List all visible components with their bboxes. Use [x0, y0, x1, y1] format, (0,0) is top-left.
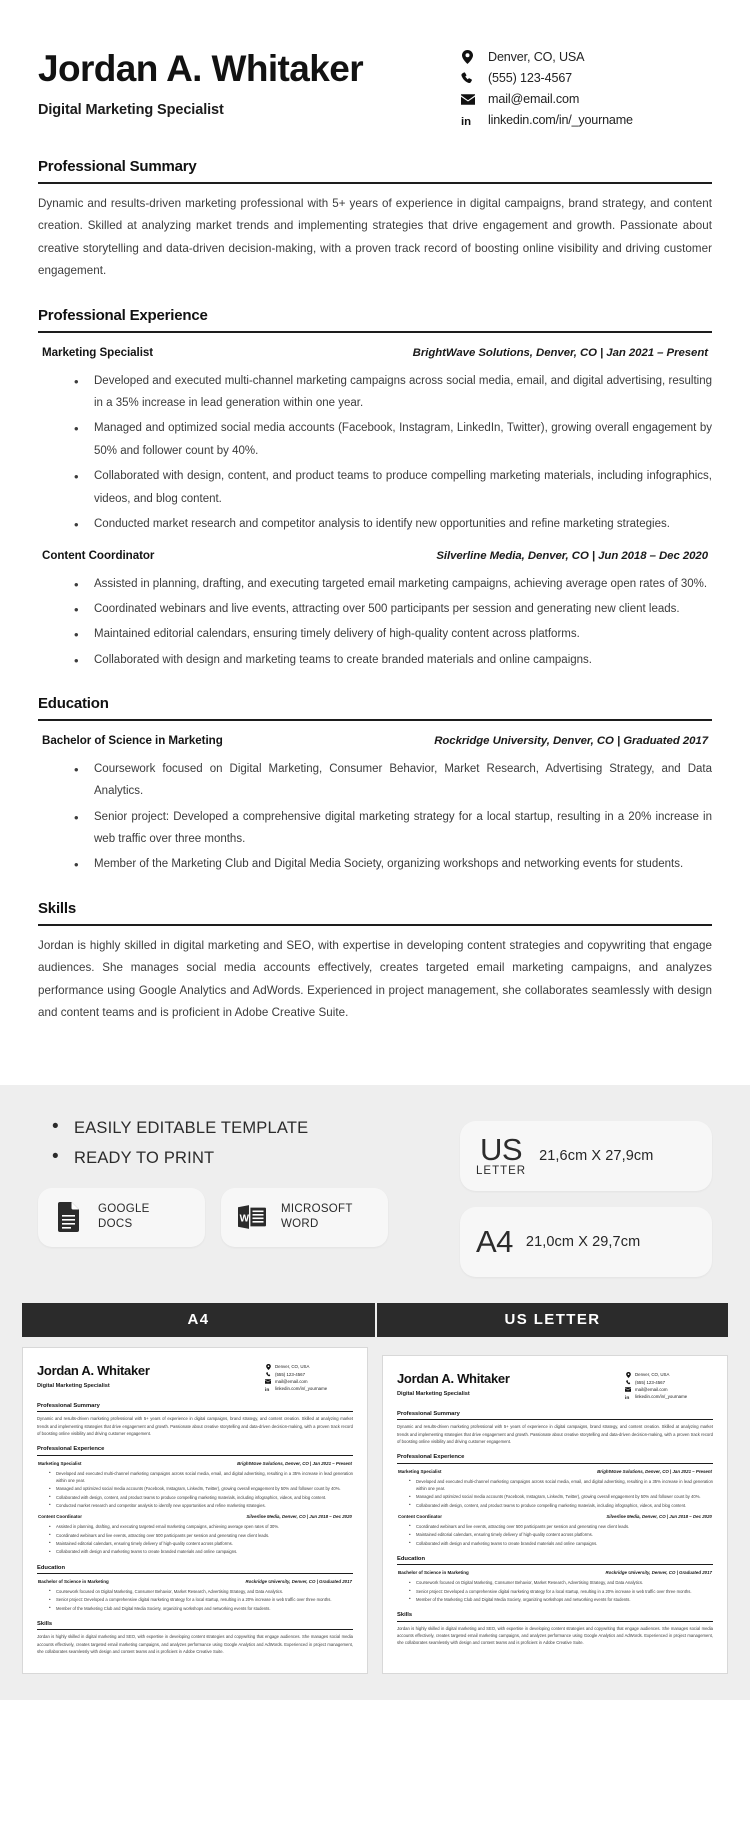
contact-location: Denver, CO, USA — [488, 50, 585, 64]
phone-icon — [460, 72, 475, 85]
mini-experience-entry — [397, 1514, 713, 1547]
mini-contact-location: Denver, CO, USA — [635, 1372, 670, 1378]
section-divider — [38, 719, 712, 721]
section-skills — [38, 900, 712, 1025]
linkedin-icon — [460, 114, 475, 127]
mini-contact-row-location — [265, 1364, 353, 1370]
mini-job-title: Content Coordinator — [398, 1513, 442, 1519]
mini-skills-paragraph: Jordan is highly skilled in digital marketing and SEO, with expertise in developing content strategies and copywriting that engage audiences. She manages social media accounts effectively, creates targeted email marketing campaigns, and analyzes performance using Google Analytics and AdWords. Experienced in project management, she collaborates seamlessly with design and content teams and is proficient in Adobe Creative Suite. — [37, 1634, 353, 1654]
feature-list — [52, 1119, 442, 1168]
mini-section-title: Professional Experience — [37, 1446, 105, 1453]
degree-title: Bachelor of Science in Marketing — [42, 733, 223, 747]
contact-list — [460, 44, 712, 134]
contact-email: mail@email.com — [488, 92, 580, 106]
mini-section-skills — [397, 1612, 713, 1646]
experience-heading-row — [38, 346, 712, 359]
mini-education-heading-row — [397, 1570, 713, 1575]
mini-contact-row-email — [265, 1379, 353, 1384]
mini-contact-row-phone — [265, 1372, 353, 1377]
school-dates: Rockridge University, Denver, CO | Graduated 2017 — [434, 734, 708, 747]
list-item: • Maintained editorial calendars, ensuring timely delivery of high-quality content across platforms. — [409, 1531, 713, 1538]
mini-job-title: Marketing Specialist — [398, 1468, 442, 1474]
list-item: • Managed and optimized social media accounts (Facebook, Instagram, LinkedIn, Twitter), growing overall engagement by 50% and follower count by 40%. — [74, 417, 712, 462]
app-card-microsoft-word[interactable] — [221, 1188, 388, 1247]
mini-candidate-name: Jordan A. Whitaker — [397, 1370, 510, 1386]
size-key-small: LETTER — [476, 1165, 527, 1178]
app-label-line2: DOCS — [98, 1218, 133, 1231]
list-item: • EASILY EDITABLE TEMPLATE — [52, 1119, 442, 1138]
mini-summary-paragraph: Dynamic and results-driven marketing professional with 5+ years of experience in digital campaigns, brand strategy, and content creation. Skilled at analyzing market trends and implementing strategies that drive engagement and growth. Passionate about creative storytelling and data-driven decision-making, with a proven track record of boosting online visibility and driving customer engagement. — [37, 1416, 353, 1436]
list-item: • Member of the Marketing Club and Digital Media Society, organizing workshops and networking events for students. — [74, 853, 712, 875]
linkedin-icon — [625, 1394, 631, 1400]
mini-section-education — [37, 1565, 353, 1612]
size-key-big: US — [480, 1131, 523, 1167]
location-pin-icon — [460, 50, 475, 64]
contact-row-linkedin — [460, 113, 712, 127]
size-key-big: A4 — [476, 1224, 513, 1260]
contact-row-email — [460, 92, 712, 106]
mini-section-divider — [37, 1629, 353, 1630]
section-professional-experience — [38, 307, 712, 671]
list-item: • Collaborated with design, content, and product teams to produce compelling marketing materials, including infographics, videos, and blog content. — [49, 1494, 353, 1501]
phone-icon — [625, 1380, 631, 1385]
location-pin-icon — [265, 1364, 271, 1370]
mini-education-entry — [37, 1579, 353, 1612]
mini-job-title: Marketing Specialist — [38, 1460, 82, 1466]
education-entry — [38, 734, 712, 876]
list-item: • Coursework focused on Digital Marketing, Consumer Behavior, Market Research, Advertising Strategy, and Data Analytics. — [74, 758, 712, 803]
mini-identity — [397, 1372, 510, 1397]
list-item: • Developed and executed multi-channel marketing campaigns across social media, email, and digital advertising, resulting in a 35% increase in lead generation within one year. — [49, 1470, 353, 1485]
mini-job-bullets — [37, 1470, 353, 1510]
mini-section-title: Professional Summary — [397, 1410, 460, 1417]
section-divider — [38, 182, 712, 184]
mini-header — [37, 1364, 353, 1394]
candidate-role: Digital Marketing Specialist — [38, 101, 224, 118]
list-item: • Collaborated with design, content, and product teams to produce compelling marketing materials, including infographics, videos, and blog content. — [409, 1502, 713, 1509]
list-item: • Managed and optimized social media accounts (Facebook, Instagram, LinkedIn, Twitter), growing overall engagement by 50% and follower count by 40%. — [409, 1493, 713, 1500]
tab-a4[interactable]: A4 — [187, 1310, 210, 1328]
mini-contact-row-phone — [625, 1380, 713, 1385]
list-item: • Senior project: Developed a comprehensive digital marketing strategy for a local startup, resulting in a 20% increase in web traffic over three months. — [74, 806, 712, 851]
mini-contact-row-email — [625, 1387, 713, 1392]
summary-paragraph: Dynamic and results-driven marketing professional with 5+ years of experience in digital campaigns, brand strategy, and content creation. Skilled at analyzing market trends and implementing strategies that drive engagement and growth. Passionate about creative storytelling and data-driven decision-making, with a proven track record of boosting online visibility and driving customer engagement. — [38, 196, 712, 278]
envelope-icon — [625, 1387, 631, 1392]
mini-experience-entry — [37, 1514, 353, 1555]
mini-section-title: Skills — [397, 1612, 413, 1619]
google-docs-icon — [54, 1202, 84, 1232]
mini-education-bullets — [37, 1588, 353, 1612]
list-item: • Conducted market research and competitor analysis to identify new opportunities and refine marketing strategies. — [74, 513, 712, 535]
mini-section-education — [397, 1556, 713, 1603]
job-company-dates: Silverline Media, Denver, CO | Jun 2018 – Dec 2020 — [436, 549, 708, 562]
list-item: • Collaborated with design and marketing teams to create branded materials and online campaigns. — [409, 1540, 713, 1547]
mini-contact-row-linkedin — [265, 1386, 353, 1392]
mini-section-title: Education — [397, 1555, 426, 1562]
size-card-a4[interactable] — [460, 1207, 712, 1277]
mini-section-summary — [397, 1411, 713, 1445]
size-dimensions: 21,0cm X 29,7cm — [525, 1233, 641, 1250]
preview-section — [0, 1303, 750, 1700]
mini-job-company-dates: Silverline Media, Denver, CO | Jun 2018 – Dec 2020 — [246, 1514, 352, 1520]
mini-summary-paragraph: Dynamic and results-driven marketing professional with 5+ years of experience in digital campaigns, brand strategy, and content creation. Skilled at analyzing market trends and implementing strategies that drive engagement and growth. Passionate about creative storytelling and data-driven decision-making, with a proven track record of boosting online visibility and driving customer engagement. — [397, 1424, 713, 1444]
resume-header — [38, 44, 712, 134]
mini-section-experience — [37, 1446, 353, 1555]
mini-contact-phone: (555) 123-4567 — [275, 1371, 306, 1377]
svg-text:in: in — [460, 115, 471, 127]
mini-section-skills — [37, 1621, 353, 1655]
mini-candidate-role: Digital Marketing Specialist — [397, 1390, 470, 1397]
mini-job-company-dates: Silverline Media, Denver, CO | Jun 2018 – Dec 2020 — [606, 1513, 712, 1519]
app-label-line1: MICROSOFT — [281, 1202, 353, 1215]
experience-heading-row — [38, 549, 712, 562]
candidate-name: Jordan A. Whitaker — [38, 48, 364, 89]
list-item: • Managed and optimized social media accounts (Facebook, Instagram, LinkedIn, Twitter), growing overall engagement by 50% and follower count by 40%. — [49, 1485, 353, 1492]
list-item: • Senior project: Developed a comprehensive digital marketing strategy for a local startup, resulting in a 20% increase in web traffic over three months. — [409, 1588, 713, 1595]
mini-section-experience — [397, 1454, 713, 1547]
list-item: • Coordinated webinars and live events, attracting over 500 participants per session and generating new client leads. — [409, 1523, 713, 1530]
list-item: • Coordinated webinars and live events, attracting over 500 participants per session and generating new client leads. — [49, 1532, 353, 1539]
job-title: Content Coordinator — [42, 548, 155, 562]
list-item: • Member of the Marketing Club and Digital Media Society, organizing workshops and networking events for students. — [409, 1596, 713, 1603]
promo-left-column — [38, 1119, 442, 1247]
job-company-dates: BrightWave Solutions, Denver, CO | Jan 2021 – Present — [412, 346, 708, 359]
app-card-label — [281, 1202, 353, 1233]
mini-education-bullets — [397, 1579, 713, 1603]
mini-section-divider — [397, 1463, 713, 1464]
mini-section-divider — [397, 1564, 713, 1565]
section-divider — [38, 924, 712, 926]
skills-paragraph: Jordan is highly skilled in digital marketing and SEO, with expertise in developing content strategies and copywriting that engage audiences. She manages social media accounts effectively, creates targeted email marketing campaigns, and analyzes performance using Google Analytics and AdWords. Experienced in project management, she collaborates seamlessly with design and content teams and is proficient in Adobe Creative Suite. — [38, 938, 712, 1020]
mini-school-dates: Rockridge University, Denver, CO | Graduated 2017 — [605, 1570, 712, 1576]
mini-section-divider — [37, 1455, 353, 1456]
contact-row-location — [460, 50, 712, 64]
mini-contact-list — [265, 1364, 353, 1394]
mini-job-company-dates: BrightWave Solutions, Denver, CO | Jan 2021 – Present — [237, 1460, 352, 1466]
mini-contact-linkedin: linkedin.com/in/_yourname — [275, 1386, 328, 1392]
experience-entry — [38, 346, 712, 536]
mini-education-entry — [397, 1570, 713, 1603]
mini-degree-title: Bachelor of Science in Marketing — [38, 1578, 109, 1584]
mini-contact-phone: (555) 123-4567 — [635, 1379, 666, 1385]
mini-section-divider — [37, 1411, 353, 1412]
job-bullets — [38, 573, 712, 672]
mini-contact-row-location — [625, 1372, 713, 1378]
location-pin-icon — [625, 1372, 631, 1378]
app-card-label — [98, 1202, 150, 1233]
microsoft-word-icon — [237, 1203, 267, 1231]
mini-section-title: Skills — [37, 1620, 53, 1627]
mini-job-company-dates: BrightWave Solutions, Denver, CO | Jan 2021 – Present — [597, 1468, 712, 1474]
mini-job-bullets — [37, 1523, 353, 1555]
section-title: Professional Experience — [38, 306, 208, 324]
preview-thumbnail-us-letter[interactable] — [382, 1355, 728, 1674]
mini-job-title: Content Coordinator — [38, 1514, 82, 1520]
app-compat-row — [38, 1188, 442, 1247]
mini-header — [397, 1372, 713, 1402]
section-title: Education — [38, 695, 109, 713]
mini-job-bullets — [397, 1478, 713, 1509]
mini-skills-paragraph: Jordan is highly skilled in digital marketing and SEO, with expertise in developing content strategies and copywriting that engage audiences. She manages social media accounts effectively, creates targeted email marketing campaigns, and analyzes performance using Google Analytics and AdWords. Experienced in project management, she collaborates seamlessly with design and content teams and is proficient in Adobe Creative Suite. — [397, 1625, 713, 1646]
size-key — [476, 1131, 527, 1178]
size-key — [476, 1224, 513, 1260]
list-item: • Coursework focused on Digital Marketing, Consumer Behavior, Market Research, Advertising Strategy, and Data Analytics. — [49, 1588, 353, 1595]
list-item: • READY TO PRINT — [52, 1149, 442, 1168]
mini-experience-heading-row — [397, 1469, 713, 1474]
preview-tab-bar — [22, 1303, 728, 1337]
section-title: Skills — [38, 899, 76, 917]
contact-phone: (555) 123-4567 — [488, 71, 573, 85]
mini-candidate-role: Digital Marketing Specialist — [37, 1382, 110, 1389]
mini-contact-email: mail@email.com — [275, 1378, 308, 1384]
list-item: • Assisted in planning, drafting, and executing targeted email marketing campaigns, achieving average open rates of 30%. — [49, 1523, 353, 1530]
preview-thumbnails — [22, 1347, 728, 1674]
list-item: • Coursework focused on Digital Marketing, Consumer Behavior, Market Research, Advertising Strategy, and Data Analytics. — [409, 1579, 713, 1586]
size-dimensions: 21,6cm X 27,9cm — [539, 1147, 654, 1164]
section-divider — [38, 331, 712, 333]
envelope-icon — [460, 94, 475, 105]
svg-text:in: in — [625, 1395, 630, 1400]
phone-icon — [265, 1372, 271, 1377]
svg-text:W: W — [239, 1213, 250, 1225]
list-item: • Maintained editorial calendars, ensuring timely delivery of high-quality content across platforms. — [74, 623, 712, 645]
identity-block — [38, 44, 363, 118]
education-bullets — [38, 758, 712, 876]
list-item: • Senior project: Developed a comprehensive digital marketing strategy for a local startup, resulting in a 20% increase in web traffic over three months. — [49, 1596, 353, 1603]
experience-entry — [38, 549, 712, 672]
list-item: • Conducted market research and competitor analysis to identify new opportunities and refine marketing strategies. — [49, 1502, 353, 1509]
list-item: • Assisted in planning, drafting, and executing targeted email marketing campaigns, achieving average open rates of 30%. — [74, 573, 712, 595]
mini-degree-title: Bachelor of Science in Marketing — [398, 1570, 469, 1576]
promo-grid — [38, 1119, 712, 1277]
mini-section-summary — [37, 1403, 353, 1437]
education-heading-row — [38, 734, 712, 747]
preview-thumbnail-a4[interactable] — [22, 1347, 368, 1674]
list-item: • Collaborated with design and marketing teams to create branded materials and online campaigns. — [74, 649, 712, 671]
list-item: • Collaborated with design and marketing teams to create branded materials and online campaigns. — [49, 1548, 353, 1555]
mini-contact-linkedin: linkedin.com/in/_yourname — [635, 1394, 688, 1400]
mini-experience-entry — [37, 1461, 353, 1510]
mini-school-dates: Rockridge University, Denver, CO | Graduated 2017 — [245, 1578, 352, 1584]
linkedin-icon — [265, 1386, 271, 1392]
mini-identity — [37, 1364, 150, 1389]
app-label-line1: GOOGLE — [98, 1202, 150, 1215]
list-item: • Collaborated with design, content, and product teams to produce compelling marketing materials, including infographics, videos, and blog content. — [74, 465, 712, 510]
mini-experience-heading-row — [37, 1514, 353, 1519]
mini-section-divider — [397, 1621, 713, 1622]
promo-right-column — [460, 1119, 712, 1277]
mini-experience-heading-row — [397, 1514, 713, 1519]
list-item: • Developed and executed multi-channel marketing campaigns across social media, email, and digital advertising, resulting in a 35% increase in lead generation within one year. — [409, 1478, 713, 1493]
list-item: • Coordinated webinars and live events, attracting over 500 participants per session and generating new client leads. — [74, 598, 712, 620]
list-item: • Maintained editorial calendars, ensuring timely delivery of high-quality content across platforms. — [49, 1540, 353, 1547]
section-professional-summary — [38, 158, 712, 283]
mini-contact-email: mail@email.com — [635, 1386, 668, 1392]
envelope-icon — [265, 1379, 271, 1384]
size-card-us-letter[interactable] — [460, 1121, 712, 1191]
list-item: • Member of the Marketing Club and Digital Media Society, organizing workshops and networking events for students. — [49, 1605, 353, 1612]
mini-contact-location: Denver, CO, USA — [275, 1364, 310, 1370]
app-card-google-docs[interactable] — [38, 1188, 205, 1247]
contact-linkedin: linkedin.com/in/_yourname — [488, 113, 633, 127]
job-bullets — [38, 370, 712, 536]
list-item: • Developed and executed multi-channel marketing campaigns across social media, email, and digital advertising, resulting in a 35% increase in lead generation within one year. — [74, 370, 712, 415]
svg-text:in: in — [265, 1387, 270, 1392]
app-label-line2: WORD — [281, 1218, 319, 1231]
mini-contact-row-linkedin — [625, 1394, 713, 1400]
mini-section-title: Education — [37, 1564, 66, 1571]
mini-education-heading-row — [37, 1579, 353, 1584]
tab-us-letter[interactable]: US LETTER — [375, 1303, 728, 1337]
mini-contact-list — [625, 1372, 713, 1402]
mini-experience-entry — [397, 1469, 713, 1509]
mini-section-divider — [37, 1573, 353, 1574]
section-education — [38, 695, 712, 876]
mini-candidate-name: Jordan A. Whitaker — [37, 1362, 150, 1378]
mini-section-title: Professional Experience — [397, 1454, 465, 1461]
contact-row-phone — [460, 71, 712, 85]
mini-job-bullets — [397, 1523, 713, 1547]
section-title: Professional Summary — [38, 158, 197, 175]
promo-band — [0, 1085, 750, 1303]
job-title: Marketing Specialist — [42, 345, 154, 359]
mini-section-title: Professional Summary — [37, 1402, 100, 1409]
mini-experience-heading-row — [37, 1461, 353, 1466]
mini-section-divider — [397, 1419, 713, 1420]
